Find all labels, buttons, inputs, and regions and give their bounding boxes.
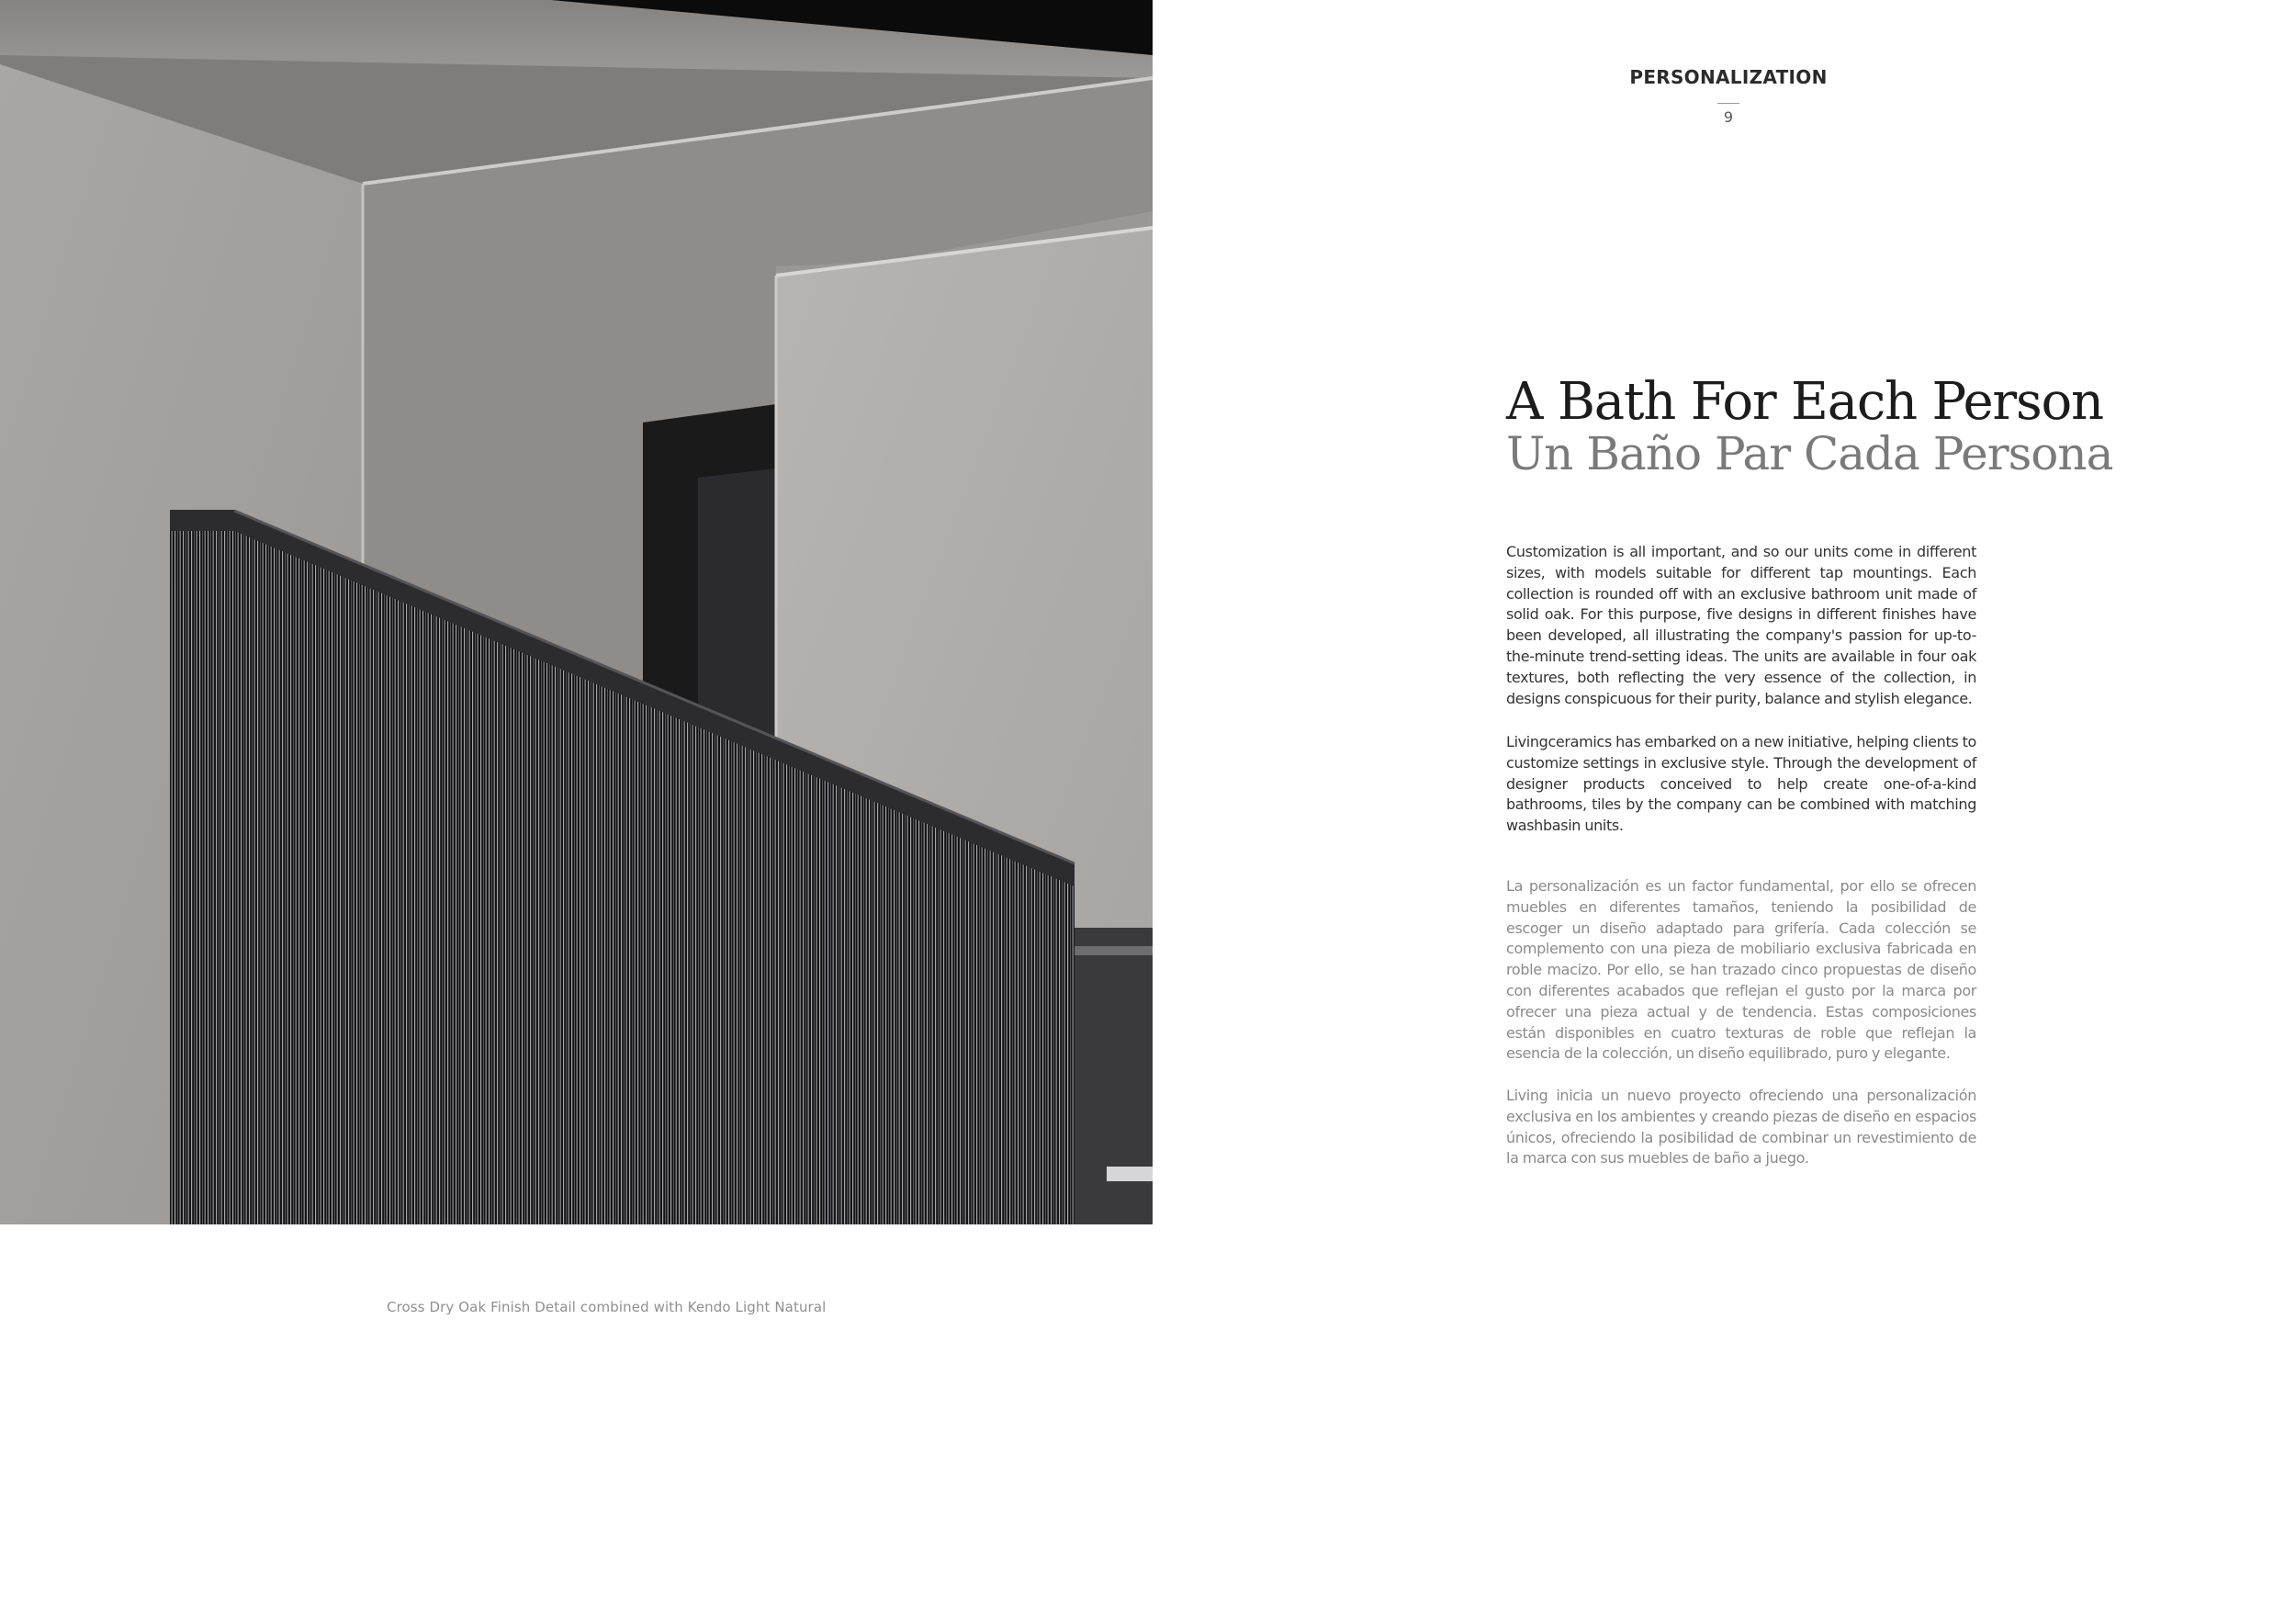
body-paragraph-english: Livingceramics has embarked on a new initiative, helping clients to customize settings in exclusive style. Through the development of designer products conceived to help create one-of-a-kind bathrooms, tiles by the company can be combined with matching washbasin units. <box>1506 733 1976 835</box>
photo-caption: Cross Dry Oak Finish Detail combined with Kendo Light Natural <box>387 1299 827 1315</box>
body-paragraph-spanish: Living inicia un nuevo proyecto ofreciendo una personalización exclusiva en los ambientes y creando piezas de diseño en espacios únicos, ofreciendo la posibilidad de combinar un revestimiento de la marca con sus muebles de baño a juego. <box>1506 1087 1976 1167</box>
heading-spanish: Un Baño Par Cada Persona <box>1506 427 2113 480</box>
body-paragraph-english: Customization is all important, and so our units come in different sizes, with models suitable for different tap mountings. Each collection is rounded off with an exclusive bathroom unit made of solid oak. For this purpose, five designs in different finishes have been developed, all illustrating the company's passion for up-to-the-minute trend-setting ideas. The units are available in four oak textures, both reflecting the very essence of the collection, in designs conspicuous for their purity, balance and stylish elegance. <box>1506 543 1976 707</box>
product-photo <box>0 0 1153 1224</box>
section-title: PERSONALIZATION <box>1629 66 1828 88</box>
divider <box>1717 103 1739 104</box>
body-paragraph-spanish: La personalización es un factor fundamental, por ello se ofrecen muebles en diferentes tamaños, teniendo la posibilidad de escoger un diseño adaptado para grifería. Cada colección se complemento con una pieza de mobiliario exclusiva fabricada en roble macizo. Por ello, se han trazado cinco propuestas de diseño con diferentes acabados que reflejan el gusto por la marca por ofrecer una pieza actual y de tendencia. Estas composiciones están disponibles en cuatro texturas de roble que reflejan la esencia de la colección, un diseño equilibrado, puro y elegante. <box>1506 877 1976 1063</box>
heading-english: A Bath For Each Person <box>1506 372 2103 432</box>
page-number: 9 <box>1723 108 1734 126</box>
